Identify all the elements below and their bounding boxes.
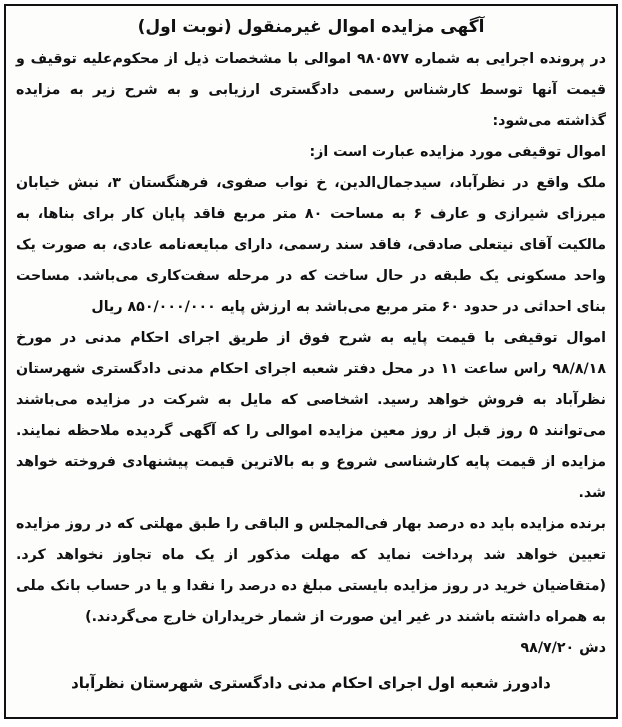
notice-code-date: دش ۹۸/۷/۲۰ [520,640,606,656]
notice-title: آگهی مزایده اموال غیرمنقول (نوبت اول) [137,17,485,37]
property-description: ملک واقع در نظرآباد، سیدجمال‌الدین، خ نواب صفوی، فرهنگستان ۳، نبش خیابان میرزای شیرازی و عارف ۶ به مساحت ۸۰ متر مربع فاقد پایان کار برای بناها، به مالکیت آقای نیتعلی صادقی، فاقد سند رسمی، دارای مبایعه‌نامه عادی، به صورت یک واحد مسکونی یک طبقه در حال ساخت که در مرحله سفت‌کاری می‌باشد. مساحت بنای احداثی در حدود ۶۰ متر مربع می‌باشد به ارزش پایه ۸۵۰/۰۰۰/۰۰۰ ریال [16,175,607,315]
auction-terms: اموال توقیفی با قیمت پایه به شرح فوق از طریق اجرای احکام مدنی در مورخ ۹۸/۸/۱۸ راس ساعت ۱۱ در محل دفتر شعبه اجرای احکام مدنی دادگستری شهرستان نظرآباد به فروش خواهد رسید. اشخاصی که مایل به شرکت در مزایده می‌باشند می‌توانند ۵ روز قبل از روز معین مزایده اموالی را که آگهی گردیده ملاحظه نمایند. مزایده از قیمت پایه کارشناسی شروع و به بالاترین قیمت پیشنهادی فروخته خواهد شد. [16,330,606,501]
auction-notice [4,4,618,719]
intro-paragraph: در پرونده اجرایی به شماره ۹۸۰۵۷۷ اموالی با مشخصات ذیل از محکوم‌علیه توقیف و قیمت آنها توسط کارشناس رسمی دادگستری ارزیابی و به شرح زیر به مزایده گذاشته می‌شود: [16,51,606,129]
property-heading: اموال توقیفی مورد مزایده عبارت است از: [309,144,606,160]
payment-terms: برنده مزایده باید ده درصد بهار فی‌المجلس و الباقی را طبق مهلتی که در روز مزایده تعیین خواهد شد پرداخت نماید که مهلت مذکور از یک ماه تجاوز نخواهد کرد. (متقاضیان خرید در روز مزایده بایستی مبلغ ده درصد را نقدا و یا در حساب بانک ملی به همراه داشته باشند در غیر این صورت از شمار خریداران خارج می‌گردند.) [16,516,606,625]
issuer-signature: دادورز شعبه اول اجرای احکام مدنی دادگستری شهرستان نظرآباد [71,674,551,692]
